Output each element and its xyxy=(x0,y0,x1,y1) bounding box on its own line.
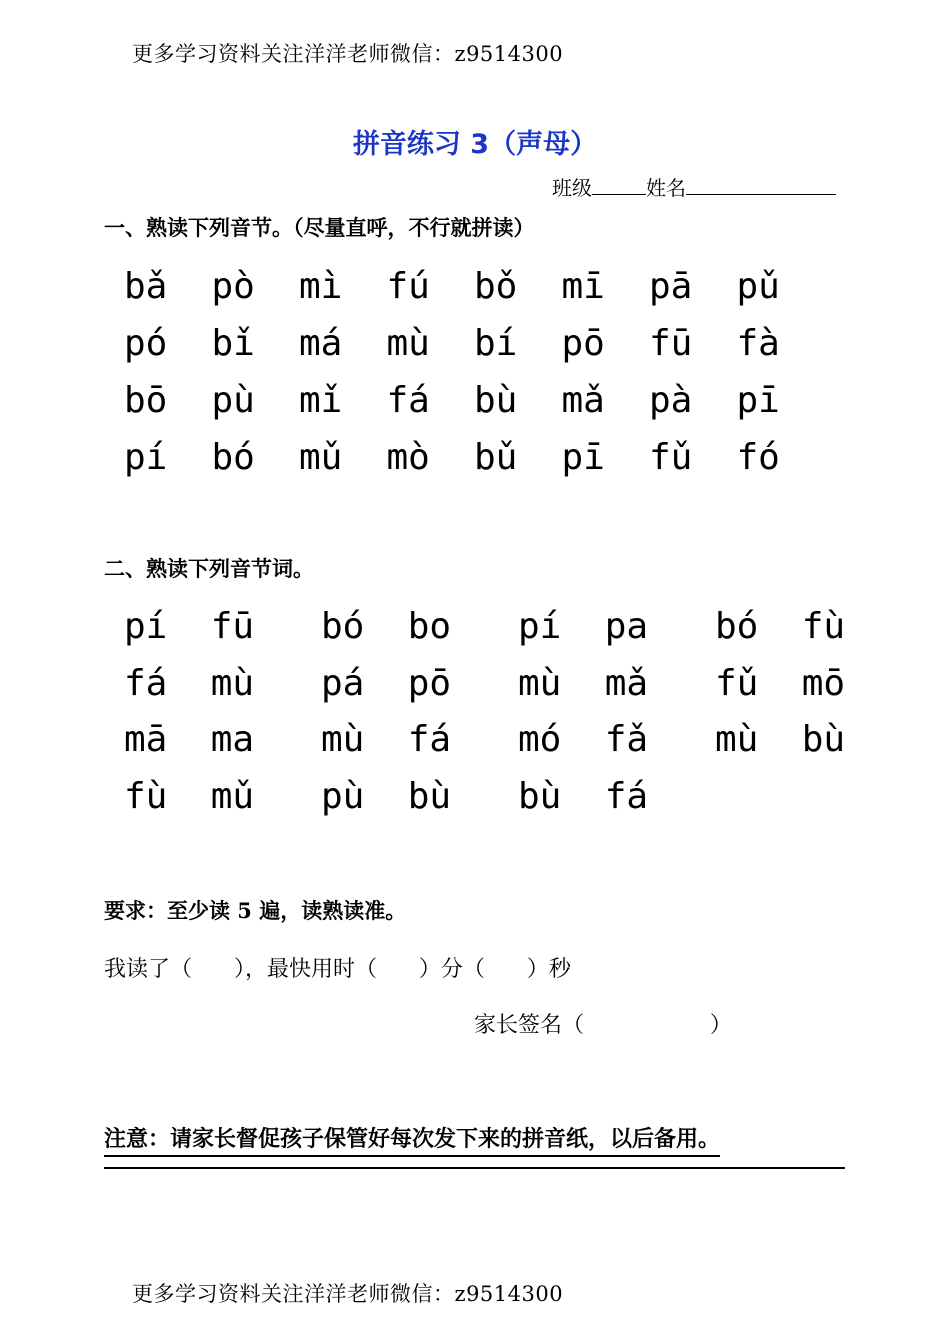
word: mù fá xyxy=(321,719,452,760)
word: bó bo xyxy=(321,606,452,647)
syllable: mì xyxy=(299,266,343,307)
word: bó fù xyxy=(715,606,846,647)
page-title: 拼音练习 3（声母） xyxy=(352,129,598,160)
syllable: mī xyxy=(561,266,605,307)
syllable: pī xyxy=(736,380,780,421)
word: fù mǔ xyxy=(124,775,255,817)
syllable: mǔ xyxy=(299,437,343,478)
name-label: 姓名 xyxy=(646,176,686,200)
word: mā ma xyxy=(124,719,255,760)
word-row xyxy=(124,659,912,716)
requirement-text: 要求：至少读 5 遍，读熟读准。 xyxy=(104,898,407,923)
section1-heading: 一、熟读下列音节。（尽量直呼，不行就拼读） xyxy=(104,215,535,240)
syllable: fà xyxy=(736,323,780,364)
syllable: mǎ xyxy=(561,380,605,421)
syllable: fū xyxy=(649,323,693,364)
syllable: mò xyxy=(386,437,430,478)
name-blank[interactable] xyxy=(686,176,836,195)
word: fǔ mō xyxy=(715,662,846,704)
class-blank[interactable] xyxy=(592,176,646,195)
word: mù bù xyxy=(715,719,846,760)
word-row xyxy=(124,772,912,829)
syllable: pí xyxy=(124,437,168,478)
syllable: pù xyxy=(211,380,255,421)
syllable: bù xyxy=(474,380,518,421)
syllable: bǎ xyxy=(124,266,168,307)
syllable: pǔ xyxy=(736,266,780,307)
syllable-row xyxy=(124,376,824,433)
reading-timer-line[interactable]: 我读了（ ），最快用时（ ）分（ ）秒 xyxy=(104,957,571,982)
word-row xyxy=(124,602,912,659)
header-note: 更多学习资料关注洋洋老师微信：z9514300 xyxy=(132,42,564,66)
syllable: bǒ xyxy=(474,266,518,307)
syllable-row xyxy=(124,262,824,319)
word-grid xyxy=(124,602,912,828)
word: pí pa xyxy=(518,606,649,647)
syllable-row xyxy=(124,319,824,376)
syllable: bó xyxy=(211,437,255,478)
word: pá pō xyxy=(321,662,452,704)
syllable: pà xyxy=(649,380,693,421)
syllable: mǐ xyxy=(299,380,343,421)
word: fá mù xyxy=(124,662,255,704)
section2-heading: 二、熟读下列音节词。 xyxy=(104,556,314,581)
syllable: fú xyxy=(386,266,430,307)
syllable: fó xyxy=(736,437,780,478)
syllable-grid xyxy=(124,262,824,490)
word: mó fǎ xyxy=(518,719,649,760)
syllable: mù xyxy=(386,323,430,364)
syllable: fá xyxy=(386,380,430,421)
syllable: fǔ xyxy=(649,437,693,478)
word-row xyxy=(124,715,912,772)
word: bù fá xyxy=(518,775,649,817)
syllable: bǔ xyxy=(474,437,518,478)
syllable: pā xyxy=(649,266,693,307)
syllable: pò xyxy=(211,266,255,307)
syllable: má xyxy=(299,323,343,364)
syllable: pō xyxy=(561,323,605,364)
notice-text: 注意：请家长督促孩子保管好每次发下来的拼音纸，以后备用。 xyxy=(104,1122,720,1157)
class-name-fields xyxy=(552,172,836,201)
word: pí fū xyxy=(124,606,255,647)
footer-note: 更多学习资料关注洋洋老师微信：z9514300 xyxy=(132,1282,564,1306)
word xyxy=(715,772,912,829)
parent-signature-line[interactable]: 家长签名（ ） xyxy=(474,1013,732,1038)
syllable: bǐ xyxy=(211,323,255,364)
word: pù bù xyxy=(321,775,452,817)
class-label: 班级 xyxy=(552,176,592,200)
word: mù mǎ xyxy=(518,662,649,704)
syllable: pó xyxy=(124,323,168,364)
syllable: bō xyxy=(124,380,168,421)
syllable-row xyxy=(124,433,824,490)
divider xyxy=(104,1167,845,1169)
syllable: bí xyxy=(474,323,518,364)
syllable: pī xyxy=(561,437,605,478)
